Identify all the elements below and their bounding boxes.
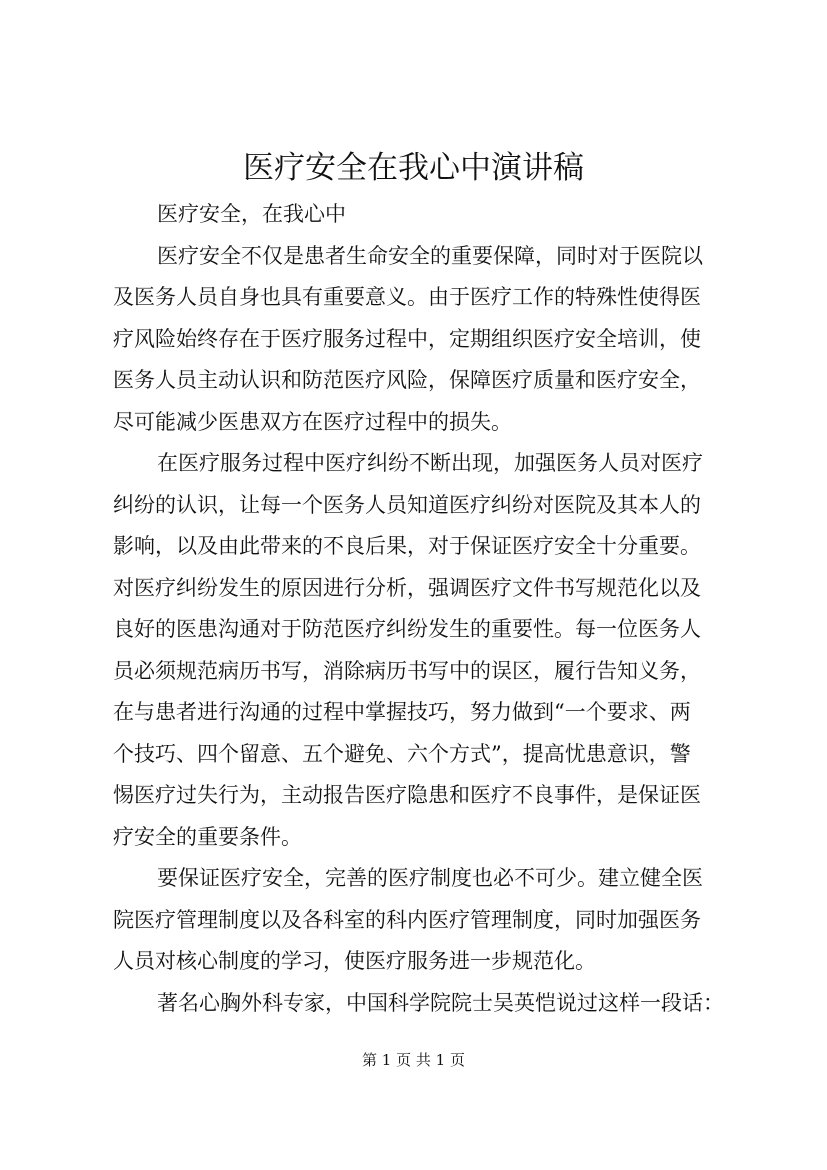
paragraph-line: 及医务人员自身也具有重要意义。由于医疗工作的特殊性使得医	[113, 285, 701, 309]
page-number-footer: 第 1 页 共 1 页	[362, 1051, 465, 1069]
paragraph-line: 人员对核心制度的学习，使医疗服务进一步规范化。	[113, 949, 596, 973]
paragraph-line: 医疗安全，在我心中	[157, 202, 346, 226]
paragraph-line: 要保证医疗安全，完善的医疗制度也必不可少。建立健全医	[157, 866, 703, 890]
paragraph-line: 在医疗服务过程中医疗纠纷不断出现，加强医务人员对医疗	[157, 451, 703, 475]
paragraph-line: 纠纷的认识，让每一个医务人员知道医疗纠纷对医院及其本人的	[113, 492, 701, 517]
paragraph-line: 惕医疗过失行为，主动报告医疗隐患和医疗不良事件，是保证医	[113, 783, 701, 807]
document-body	[113, 194, 741, 1024]
paragraph-line: 医疗安全不仅是患者生命安全的重要保障，同时对于医院以	[157, 243, 703, 268]
paragraph-line: 员必须规范病历书写，消除病历书写中的误区，履行告知义务，	[113, 658, 701, 683]
document-title: 医疗安全在我心中演讲稿	[243, 150, 584, 186]
paragraph-line: 对医疗纠纷发生的原因进行分析，强调医疗文件书写规范化以及	[113, 575, 701, 600]
paragraph-line: 著名心胸外科专家，中国科学院院士吴英恺说过这样一段话：	[157, 990, 724, 1015]
paragraph-line: 良好的医患沟通对于防范医疗纠纷发生的重要性。每一位医务人	[113, 617, 701, 641]
paragraph-line: 影响，以及由此带来的不良后果，对于保证医疗安全十分重要。	[113, 534, 701, 558]
paragraph-line: 尽可能减少医患双方在医疗过程中的损失。	[113, 409, 512, 434]
paragraph-line: 疗风险始终存在于医疗服务过程中，定期组织医疗安全培训，使	[113, 326, 701, 351]
paragraph-line: 医务人员主动认识和防范医疗风险，保障医疗质量和医疗安全，	[113, 368, 701, 392]
paragraph-line: 个技巧、四个留意、五个避免、六个方式”，提高忧患意识，警	[113, 741, 691, 766]
paragraph-line: 院医疗管理制度以及各科室的科内医疗管理制度，同时加强医务	[113, 907, 701, 932]
paragraph-line: 在与患者进行沟通的过程中掌握技巧，努力做到“一个要求、两	[113, 700, 691, 724]
paragraph-line: 疗安全的重要条件。	[113, 824, 302, 849]
